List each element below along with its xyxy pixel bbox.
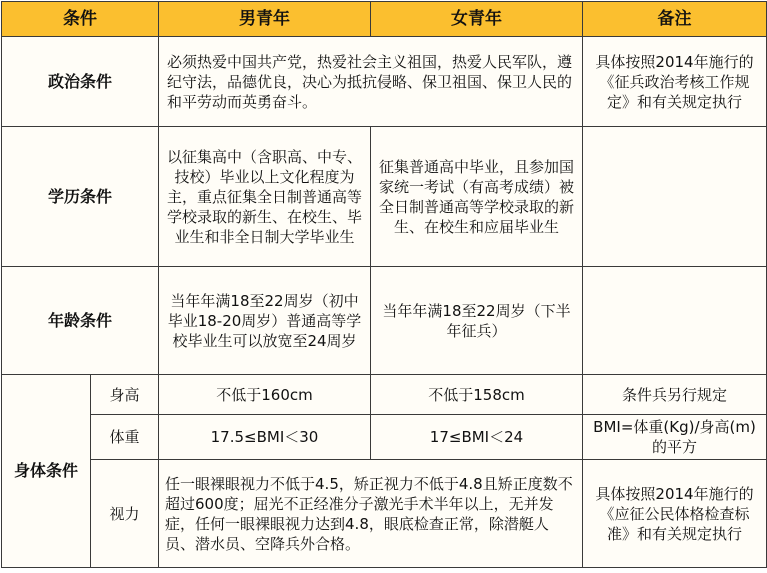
vision-label: 视力	[91, 460, 159, 568]
weight-male: 17.5≤BMI＜30	[159, 415, 371, 460]
education-female: 征集普通高中毕业，且参加国家统一考试（有高考成绩）被全日制普通高等学校录取的新生、在校生和应届毕业生	[371, 127, 583, 267]
physical-label: 身体条件	[2, 375, 91, 568]
weight-note: BMI=体重(Kg)/身高(m)的平方	[583, 415, 767, 460]
political-label: 政治条件	[2, 37, 159, 127]
vision-content: 任一眼裸眼视力不低于4.5，矫正视力不低于4.8且矫正度数不超过600度；屈光不正经准分子激光手术半年以上，无并发症，任何一眼裸眼视力达到4.8，眼底检查正常，除潜艇人员、潜水员、空降兵外合格。	[159, 460, 583, 568]
political-content: 必须热爱中国共产党，热爱社会主义祖国，热爱人民军队，遵纪守法，品德优良，决心为抵抗侵略、保卫祖国、保卫人民的和平劳动而英勇奋斗。	[159, 37, 583, 127]
political-row	[2, 37, 767, 127]
height-male: 不低于160cm	[159, 375, 371, 415]
age-female: 当年年满18至22周岁（下半年征兵）	[371, 267, 583, 375]
age-note	[583, 267, 767, 375]
header-note: 备注	[583, 2, 767, 37]
height-note: 条件兵另行规定	[583, 375, 767, 415]
education-label: 学历条件	[2, 127, 159, 267]
conscription-requirements-table	[1, 1, 767, 568]
political-note: 具体按照2014年施行的《征兵政治考核工作规定》和有关规定执行	[583, 37, 767, 127]
header-female: 女青年	[371, 2, 583, 37]
height-row	[2, 375, 767, 415]
weight-label: 体重	[91, 415, 159, 460]
vision-note: 具体按照2014年施行的《应征公民体格检查标准》和有关规定执行	[583, 460, 767, 568]
age-row	[2, 267, 767, 375]
header-male: 男青年	[159, 2, 371, 37]
vision-row	[2, 460, 767, 568]
age-label: 年龄条件	[2, 267, 159, 375]
weight-female: 17≤BMI＜24	[371, 415, 583, 460]
height-label: 身高	[91, 375, 159, 415]
height-female: 不低于158cm	[371, 375, 583, 415]
age-male: 当年年满18至22周岁（初中毕业18-20周岁）普通高等学校毕业生可以放宽至24周岁	[159, 267, 371, 375]
header-row	[2, 2, 767, 37]
education-row	[2, 127, 767, 267]
header-condition: 条件	[2, 2, 159, 37]
education-note	[583, 127, 767, 267]
weight-row	[2, 415, 767, 460]
education-male: 以征集高中（含职高、中专、技校）毕业以上文化程度为主，重点征集全日制普通高等学校录取的新生、在校生、毕业生和非全日制大学毕业生	[159, 127, 371, 267]
